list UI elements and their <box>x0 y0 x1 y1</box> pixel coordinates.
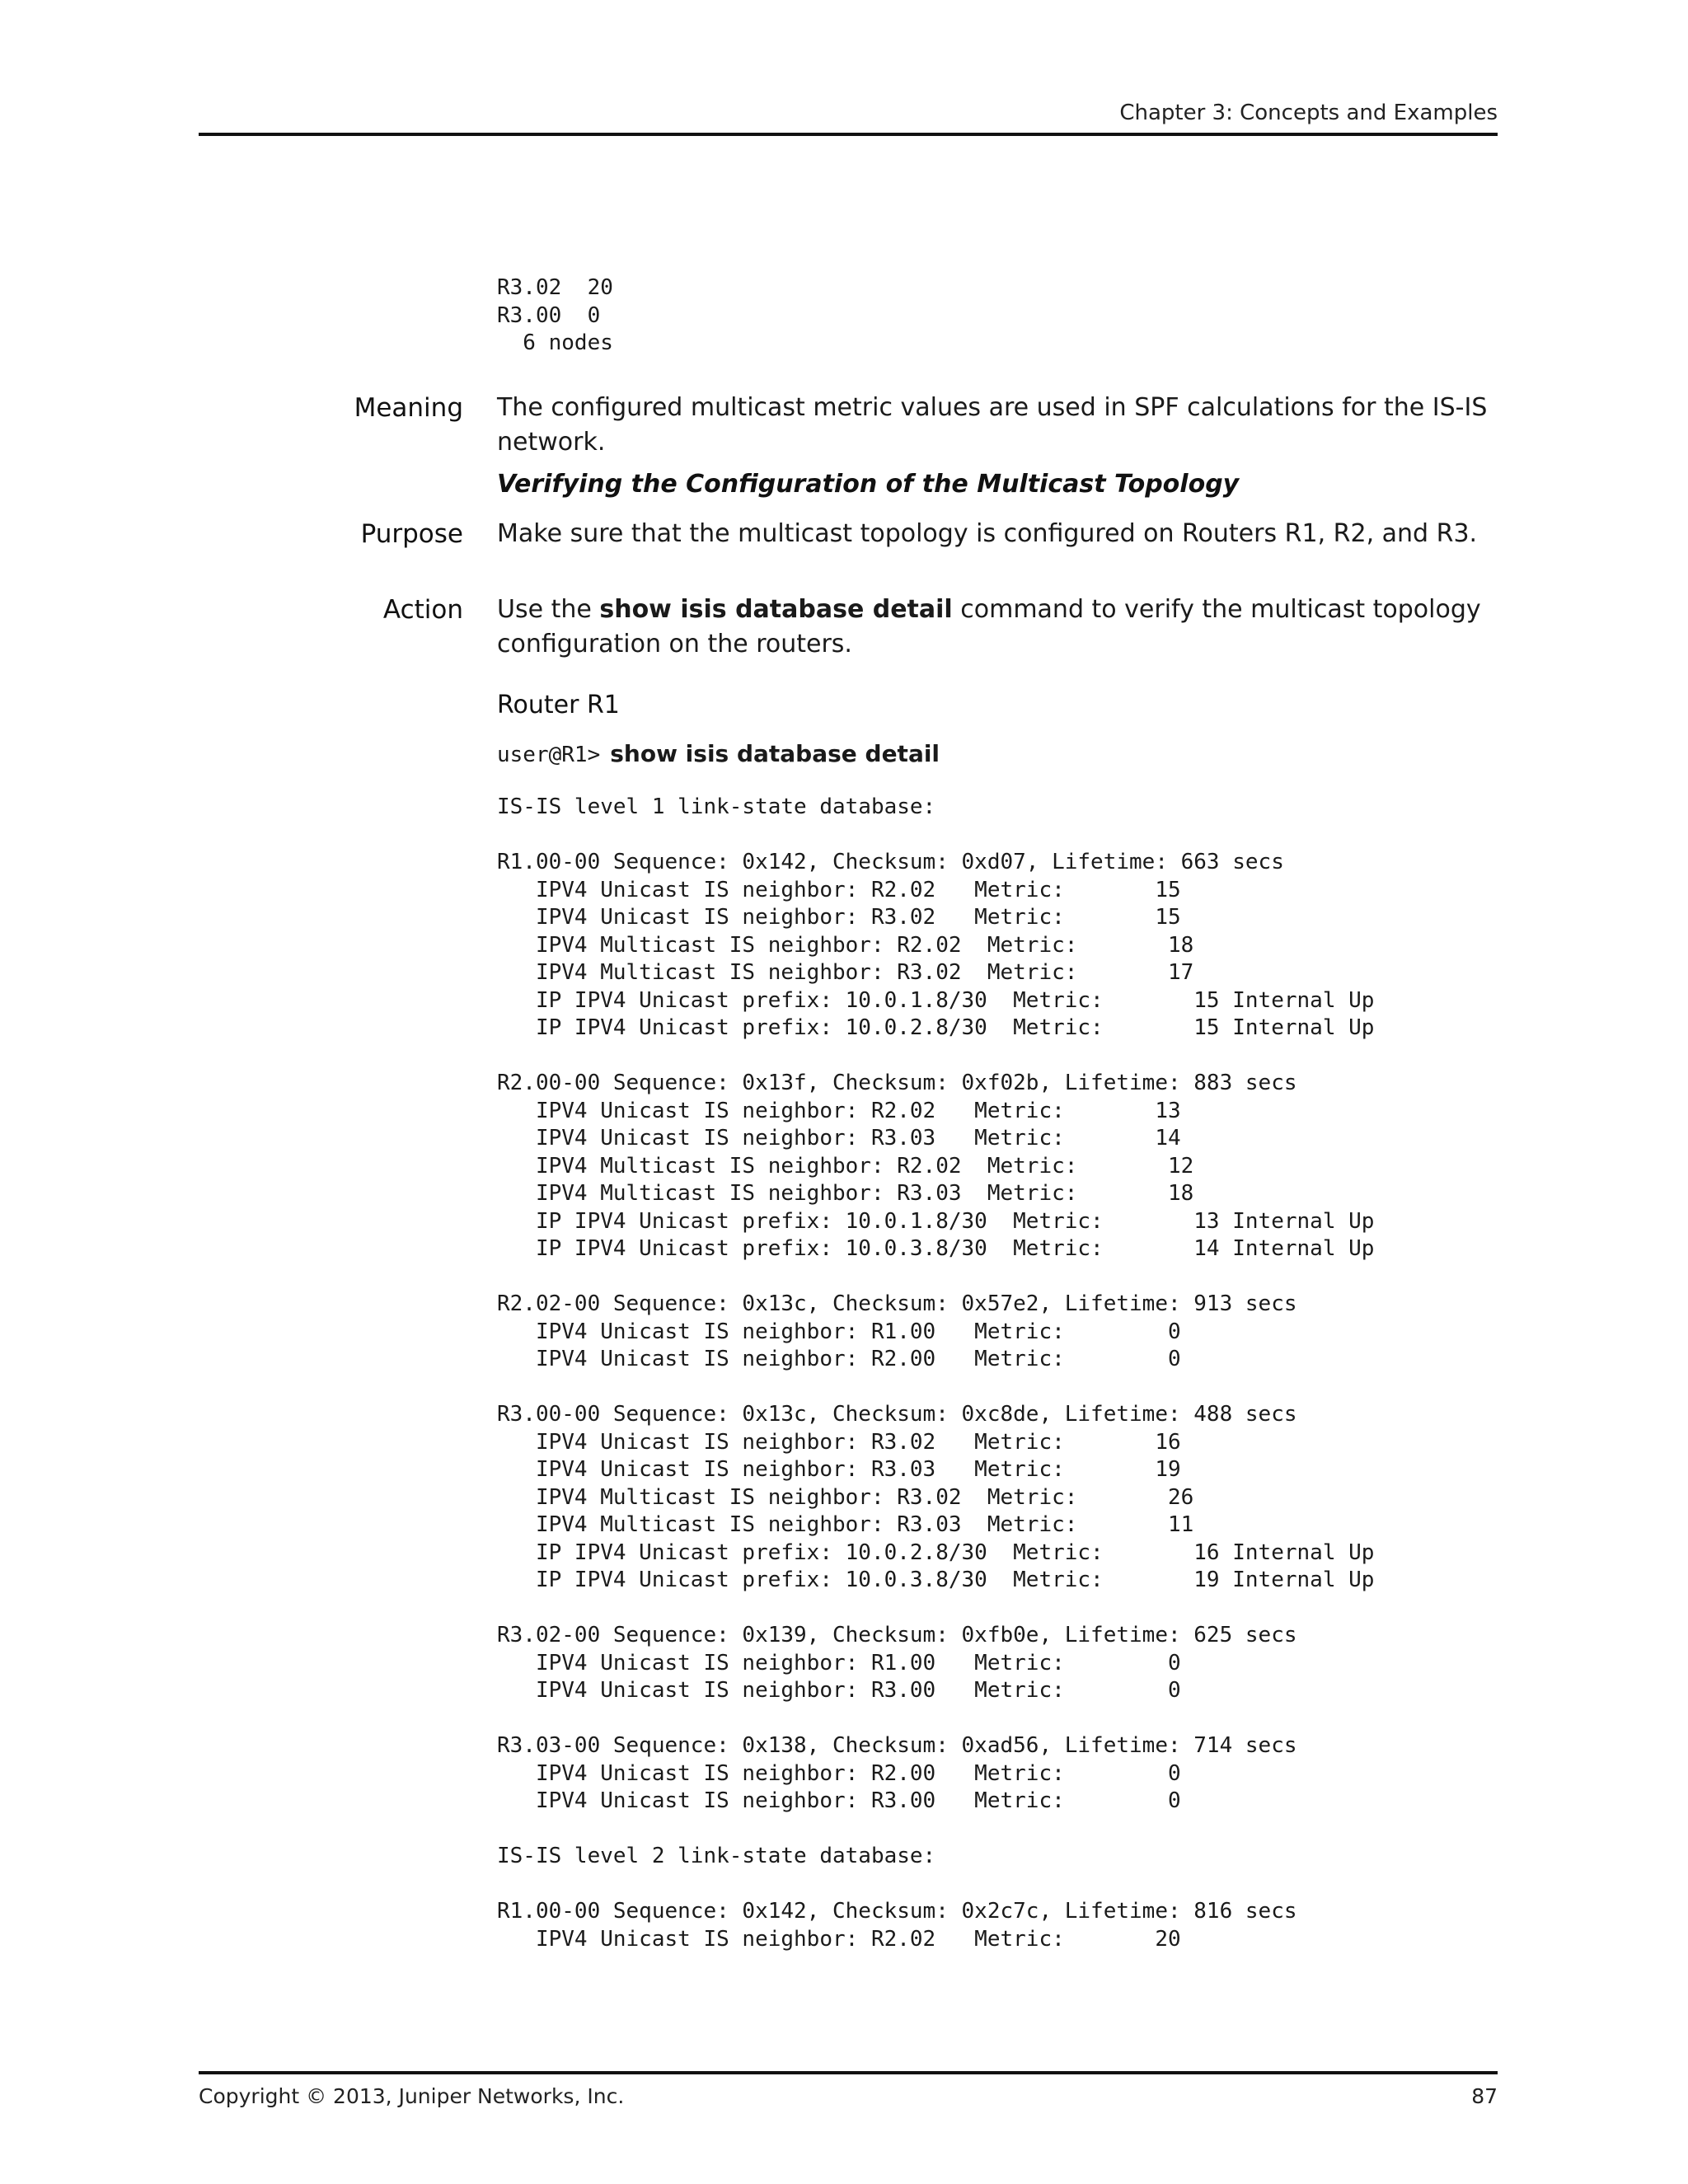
footer-rule <box>199 2071 1498 2074</box>
meaning-label: Meaning <box>354 393 463 423</box>
cli-prompt: user@R1> <box>497 743 601 767</box>
top-code-block: R3.02 20 R3.00 0 6 nodes <box>497 275 613 355</box>
header-rule <box>199 133 1498 136</box>
page-number: 87 <box>1471 2084 1498 2108</box>
isis-database-output: IS-IS level 1 link-state database: R1.00-00 Sequence: 0x142, Checksum: 0xd07, Lifetime: 663 secs IPV4 Unicast IS neighbor: R2.02 Metric: 15 IPV4 Unicast IS neighbor: R3.02 Metric: 15 IPV4 Multicast IS neighbor: R2.02 Metric: 18 IPV4 Multicast IS neighbor: R3.02 Metric: 17 IP IPV4 Unicast prefix: 10.0.1.8/30 Metric: 15 Internal Up IP IPV4 Unicast prefix: 10.0.2.8/30 Metric: 15 Internal Up R2.00-00 Sequence: 0x13f, Checksum: 0xf02b, Lifetime: 883 secs IPV4 Unicast IS neighbor: R2.02 Metric: 13 IPV4 Unicast IS neighbor: R3.03 Metric: 14 IPV4 Multicast IS neighbor: R2.02 Metric: 12 IPV4 Multicast IS neighbor: R3.03 Metric: 18 IP IPV4 Unicast prefix: 10.0.1.8/30 Metric: 13 Internal Up IP IPV4 Unicast prefix: 10.0.3.8/30 Metric: 14 Internal Up R2.02-00 Sequence: 0x13c, Checksum: 0x57e2, Lifetime: 913 secs IPV4 Unicast IS neighbor: R1.00 Metric: 0 IPV4 Unicast IS neighbor: R2.00 Metric: 0 R3.00-00 Sequence: 0x13c, Checksum: 0xc8de, Lifetime: 488 secs IPV4 Unicast IS neighbor: R3.02 Metric: 16 IPV4 Unicast IS neighbor: R3.03 Metric: 19 IPV4 Multicast IS neighbor: R3.02 Metric: 26 IPV4 Multicast IS neighbor: R3.03 Metric: 11 IP IPV4 Unicast prefix: 10.0.2.8/30 Metric: 16 Internal Up IP IPV4 Unicast prefix: 10.0.3.8/30 Metric: 19 Internal Up R3.02-00 Sequence: 0x139, Checksum: 0xfb0e, Lifetime: 625 secs IPV4 Unicast IS neighbor: R1.00 Metric: 0 IPV4 Unicast IS neighbor: R3.00 Metric: 0 R3.03-00 Sequence: 0x138, Checksum: 0xad56, Lifetime: 714 secs IPV4 Unicast IS neighbor: R2.00 Metric: 0 IPV4 Unicast IS neighbor: R3.00 Metric: 0 IS-IS level 2 link-state database: R1.00-00 Sequence: 0x142, Checksum: 0x2c7c, Lifetime: 816 secs IPV4 Unicast IS neighbor: R2.02 Metric: 20 <box>497 794 1375 1952</box>
verify-heading: Verifying the Configuration of the Multicast Topology <box>497 470 1240 499</box>
action-text-after: command to verify the multicast topology configuration on the routers. <box>497 595 1481 658</box>
action-text <box>497 593 1499 662</box>
purpose-text: Make sure that the multicast topology is configured on Routers R1, R2, and R3. <box>497 519 1478 548</box>
cli-command: show isis database detail <box>610 740 940 767</box>
meaning-text: The configured multicast metric values are used in SPF calculations for the IS-IS network. <box>497 393 1488 457</box>
router-heading: Router R1 <box>497 691 620 719</box>
action-command: show isis database detail <box>599 595 953 624</box>
action-text-before: Use the <box>497 595 600 624</box>
action-label: Action <box>382 595 463 625</box>
running-header: Chapter 3: Concepts and Examples <box>1119 101 1498 125</box>
prompt-line <box>497 740 940 767</box>
purpose-label: Purpose <box>360 519 463 549</box>
copyright-notice: Copyright © 2013, Juniper Networks, Inc. <box>199 2084 625 2108</box>
